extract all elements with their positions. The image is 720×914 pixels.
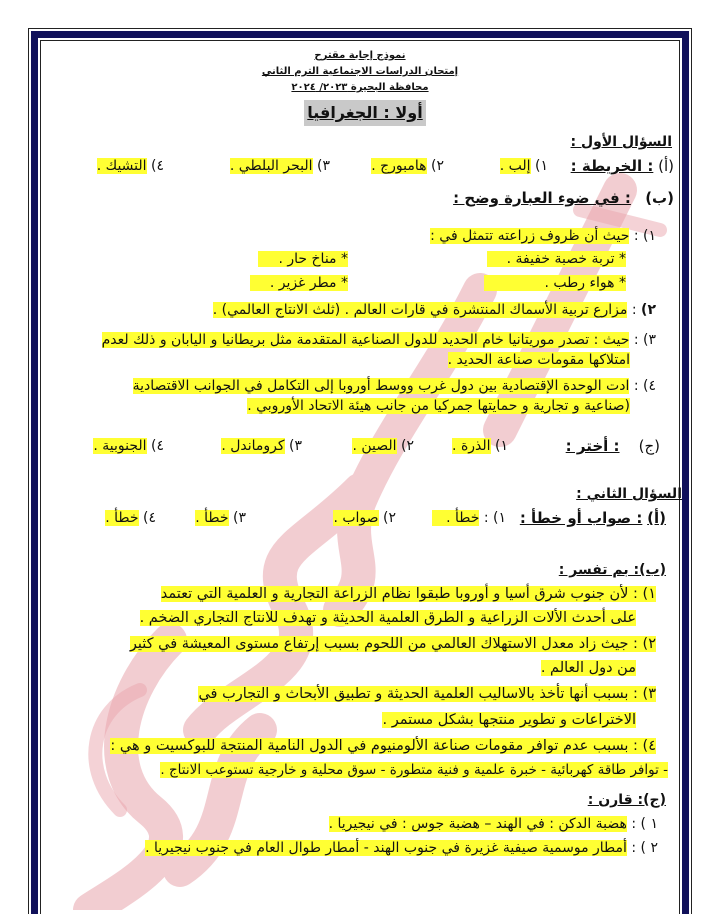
q1b-item-2: ٢) : مزارع تربية الأسماك المنتشرة في قارات العالم . (ثلث الانتاج العالمي) . — [212, 302, 656, 318]
q2b-item-3-line2: الاختراعات و تطوير منتجها بشكل مستمر . — [382, 712, 636, 728]
q1a-item-4: ٤) التشيك . — [96, 158, 164, 174]
q1a-heading: : الخريطة : — [570, 157, 654, 175]
q2a-item-2: ٢) صواب . — [333, 510, 396, 526]
q2a-item-3: ٣) خطأ . — [195, 510, 246, 526]
q1-title: السؤال الأول : — [570, 134, 672, 150]
doc-header-exam: إمتحان الدراسات الاجتماعية الترم الثاني — [261, 66, 459, 77]
q1a-row — [571, 156, 674, 176]
q1c-item-1: ١) الذرة . — [452, 438, 508, 454]
doc-header-title: نموذج إجابة مقترح — [314, 50, 406, 61]
q2c-item-1: ١ ) : هضبة الدكن : في الهند – هضبة جوس : في نيجيريا . — [328, 816, 658, 832]
q2b-heading: (ب): بم تفسر : — [558, 562, 666, 578]
q2-title: السؤال الثاني : — [576, 486, 682, 502]
q1a-label: (أ) — [658, 157, 674, 175]
q1a-item-1: ١) إلب . — [499, 158, 548, 174]
q1a-item-3: ٣) البحر البلطي . — [229, 158, 330, 174]
q1b-item-3-line2: امتلاكها مقومات صناعة الحديد . — [447, 352, 630, 368]
q1b-bullet-2: * مناخ حار . — [258, 249, 348, 269]
q1c-item-2: ٢) الصين . — [352, 438, 414, 454]
q2c-item-2: ٢ ) : أمطار موسمية صيفية غزيرة في جنوب الهند - أمطار طوال العام في جنوب نيجيريا . — [145, 840, 658, 856]
q2b-item-1-line2: على أحدث الألات الزراعية و الطرق العلمية الحديثة و تهدف للانتاج التجاري الضخم . — [139, 610, 636, 626]
q2b-item-3-line1: ٣) : بسبب أنها تأخذ بالاساليب العلمية الحديثة و تطبيق الأبحاث و التجارب في — [198, 686, 656, 702]
q2a-item-4: ٤) خطأ . — [105, 510, 156, 526]
q1b-bullet-3: * هواء رطب . — [484, 273, 626, 293]
q1c-row: (ج) : أختر : — [565, 437, 660, 455]
q2c-heading: (ج): قارن : — [587, 792, 666, 808]
q2b-item-1-line1: ١) : لأن جنوب شرق أسيا و أوروبا طبقوا نظام الزراعة التجارية و العلمية التي تعتمد — [160, 586, 656, 602]
q1a-item-2: ٢) هامبورج . — [371, 158, 444, 174]
q1c-item-4: ٤) الجنوبية . — [93, 438, 164, 454]
q1b-row: (ب) : في ضوء العبارة وضح : — [453, 189, 674, 207]
q1b-bullet-4: * مطر غزير . — [250, 273, 348, 293]
q1c-item-3: ٣) كروماندل . — [221, 438, 302, 454]
q1b-item-4-line2: (صناعية و تجارية و حمايتها جمركيا من جانب هيئة الاتحاد الأوروبي . — [247, 398, 630, 414]
q2b-item-2-line2: من دول العالم . — [540, 660, 636, 676]
q1b-item-3-line1: ٣) : حيث : تصدر موريتانيا خام الحديد للدول الصناعية المتقدمة مثل بريطانيا و اليابان و ذلك لعدم — [101, 332, 656, 348]
answer-sheet — [44, 44, 682, 910]
q2b-item-2-line1: ٢) : جيث زاد معدل الاستهلاك العالمي من اللحوم بسبب إرتفاع مستوى المعيشة في كثير — [129, 636, 656, 652]
section-title: أولا : الجغرافيا — [304, 100, 426, 126]
q1b-item-1: ١) : حيث أن ظروف زراعته تتمثل في : — [430, 228, 656, 244]
q1b-item-4-line1: ٤) : ادت الوحدة الإقتصادية بين دول غرب ووسط أوروبا إلى التكامل في الجوانب الاقتصادية — [132, 378, 656, 394]
q2b-item-4-line2: - توافر طاقة كهربائية - خبرة علمية و فنية متطورة - سوق محلية و خارجية تستوعب الانتاج . — [160, 762, 668, 778]
q2a-row: (أ) : صواب أو خطأ : — [519, 509, 666, 527]
q2a-item-1: ١) : خطأ . — [432, 508, 506, 528]
doc-header-governorate: محافظة البحيرة ٢٠٢٣/ ٢٠٢٤ — [291, 82, 429, 93]
q1b-bullet-1: * تربة خصبة خفيفة . — [487, 249, 626, 269]
q2b-item-4-line1: ٤) : بسبب عدم توافر مقومات صناعة الألومنيوم في الدول النامية المنتجة للبوكسيت و هي : — [110, 738, 656, 754]
